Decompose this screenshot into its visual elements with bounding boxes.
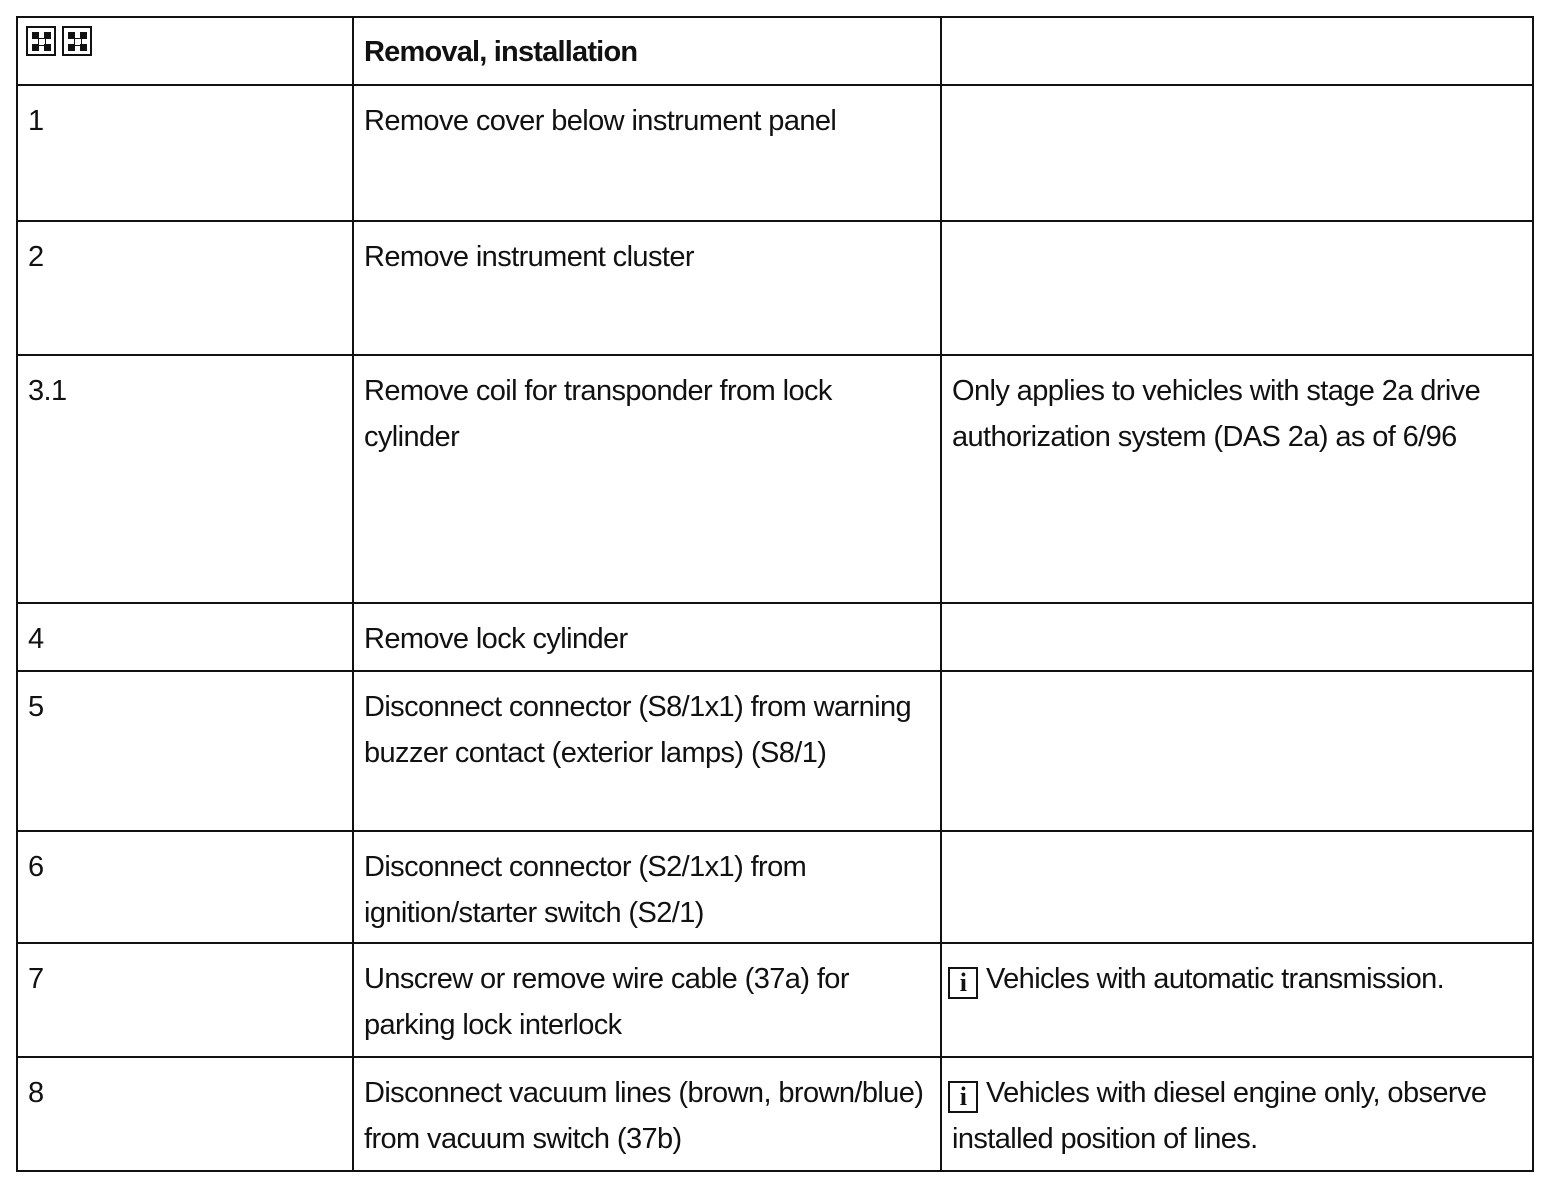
action-cell <box>353 943 941 1057</box>
step-action: Disconnect connector (S2/1x1) from ignition/starter switch (S2/1) <box>364 851 807 929</box>
header-row <box>17 17 1533 85</box>
header-title: Removal, installation <box>364 36 638 68</box>
note-cell <box>941 221 1533 355</box>
action-cell <box>353 831 941 943</box>
header-note <box>942 18 1532 29</box>
info-icon: i <box>948 967 978 999</box>
step-number: 8 <box>28 1077 44 1109</box>
step-note: Vehicles with automatic transmission. <box>986 963 1445 995</box>
step-cell <box>17 831 353 943</box>
step-note: Only applies to vehicles with stage 2a drive authorization system (DAS 2a) as of 6/96 <box>952 375 1481 453</box>
action-cell <box>353 671 941 831</box>
step-number: 6 <box>28 851 44 883</box>
step-number: 5 <box>28 691 44 723</box>
step-action: Remove coil for transponder from lock cylinder <box>364 375 832 453</box>
note-cell <box>941 603 1533 671</box>
step-number: 7 <box>28 963 44 995</box>
action-cell <box>353 221 941 355</box>
step-note <box>942 672 1532 684</box>
step-number: 4 <box>28 623 44 655</box>
step-action: Unscrew or remove wire cable (37a) for parking lock interlock <box>364 963 849 1041</box>
step-note-wrapper <box>942 1058 1532 1162</box>
table-row <box>17 831 1533 943</box>
table-row <box>17 1057 1533 1171</box>
step-action: Remove lock cylinder <box>364 623 628 655</box>
table-row <box>17 943 1533 1057</box>
step-action: Disconnect vacuum lines (brown, brown/blue) from vacuum switch (37b) <box>364 1077 924 1155</box>
step-cell <box>17 221 353 355</box>
step-note <box>942 832 1532 844</box>
step-cell <box>17 85 353 221</box>
step-action: Disconnect connector (S8/1x1) from warning buzzer contact (exterior lamps) (S8/1) <box>364 691 911 769</box>
step-note <box>942 86 1532 98</box>
table-row <box>17 85 1533 221</box>
action-cell <box>353 1057 941 1171</box>
step-cell <box>17 355 353 603</box>
step-number: 3.1 <box>28 375 67 407</box>
table-row <box>17 603 1533 671</box>
step-number: 2 <box>28 241 44 273</box>
action-cell <box>353 355 941 603</box>
step-number: 1 <box>28 105 44 137</box>
special-tool-icon <box>62 26 92 56</box>
header-note-cell <box>941 17 1533 85</box>
procedure-table <box>16 16 1534 1172</box>
action-cell <box>353 85 941 221</box>
info-icon: i <box>948 1081 978 1113</box>
step-action: Remove cover below instrument panel <box>364 105 837 137</box>
step-cell <box>17 1057 353 1171</box>
note-cell <box>941 943 1533 1057</box>
step-cell <box>17 943 353 1057</box>
note-cell <box>941 831 1533 943</box>
step-cell <box>17 603 353 671</box>
step-cell <box>17 671 353 831</box>
header-title-cell <box>353 17 941 85</box>
step-note: Vehicles with diesel engine only, observe installed position of lines. <box>952 1077 1487 1155</box>
step-note <box>942 222 1532 234</box>
note-cell <box>941 355 1533 603</box>
step-note-wrapper <box>942 944 1532 1002</box>
table-row <box>17 671 1533 831</box>
step-action: Remove instrument cluster <box>364 241 694 273</box>
table-row <box>17 221 1533 355</box>
header-icons-cell <box>17 17 353 85</box>
note-cell <box>941 671 1533 831</box>
note-cell <box>941 85 1533 221</box>
step-note <box>942 604 1532 616</box>
table-row <box>17 355 1533 603</box>
action-cell <box>353 603 941 671</box>
special-tool-icon <box>26 26 56 56</box>
note-cell <box>941 1057 1533 1171</box>
